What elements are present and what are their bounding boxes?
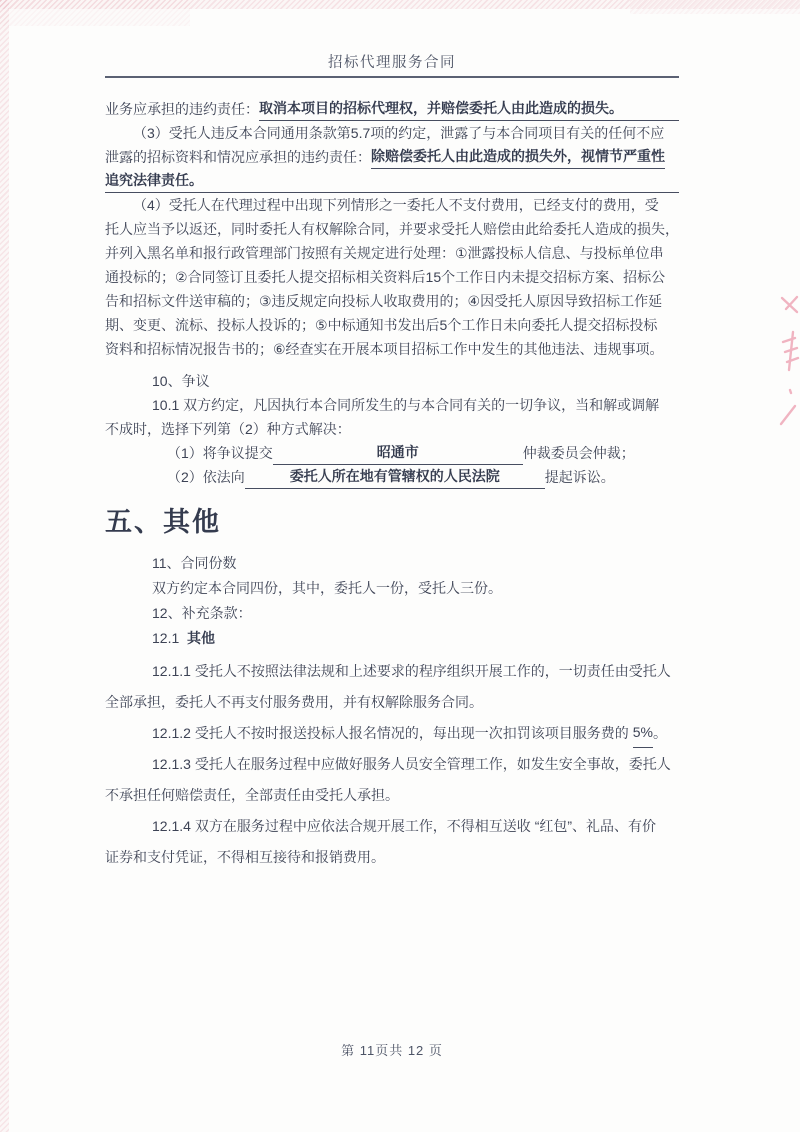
blank-underline [623,120,679,121]
breach-liability-clauses [105,97,679,361]
text-segment: 12.1.4 双方在服务过程中应依法合规开展工作，不得相互送收 “红包”、礼品、有价 [152,818,657,834]
text-segment: 托人应当予以返还，同时委托人有权解除合同，并要求受托人赔偿由此给委托人造成的损失， [105,221,679,237]
dispute-clause [105,369,679,489]
document-body [105,97,679,872]
text-line [105,217,679,241]
part-five-heading [105,503,679,541]
text-segment: （2）依法向 [167,469,245,485]
seal-fragment [778,292,800,432]
text-segment: （4）受托人在代理过程中出现下列情形之一委托人不支付费用，已经支付的费用，受 [133,197,659,213]
text-segment: （1）将争议提交 [167,445,273,461]
text-segment: （3）受托人违反本合同通用条款第5.7项的约定，泄露了与本合同项目有关的任何不应 [133,125,665,141]
scan-edge-top-right [630,0,800,14]
blank-underline [203,192,679,193]
text-segment: 12.1 [152,630,188,646]
text-segment: 通投标的；②合同签订且委托人提交招标相关资料后15个工作日内未提交招标方案、招标公 [105,269,666,285]
text-line [152,717,679,748]
text-segment: 11、合同份数 [152,555,237,571]
text-segment: 追究法律责任。 [105,169,203,193]
text-segment: 不成时，选择下列第（2）种方式解决： [105,421,351,437]
document-header [105,53,679,78]
text-segment: 仲裁委员会仲裁； [522,445,635,461]
text-segment: 业务应承担的违约责任： [105,101,259,117]
text-line [152,369,679,393]
text-segment: 证券和支付凭证，不得相互接待和报销费用。 [105,849,385,865]
text-line [152,655,679,686]
text-segment: 不承担任何赔偿责任，全部责任由受托人承担。 [105,787,399,803]
text-line [105,686,679,717]
text-segment: 12.1.1 受托人不按照法律法规和上述要求的程序组织开展工作的，一切责任由受托人 [152,663,671,679]
text-line [152,810,679,841]
text-line [105,265,679,289]
text-line [105,97,679,121]
text-line [152,550,679,575]
text-segment: 5% [633,717,653,748]
page-number: 第 11页共 12 页 [341,1043,443,1058]
text-line [105,313,679,337]
text-segment: 10、争议 [152,373,210,389]
text-segment: 其他 [187,630,216,646]
text-line [167,441,679,465]
text-line [152,393,679,417]
scan-edge-left [0,0,9,1132]
text-segment: 并列入黑名单和报行政管理部门按照有关规定进行处理：①泄露投标人信息、与投标单位串 [105,245,664,261]
text-segment: 10.1 双方约定，凡因执行本合同所发生的与本合同有关的一切争议，当和解或调解 [152,397,660,413]
text-line [152,625,679,650]
text-line [105,337,679,361]
text-segment: 12、补充条款： [152,605,252,621]
text-line [105,841,679,872]
page-content [105,53,679,872]
scan-edge-corner [0,0,190,26]
text-segment: 双方约定本合同四份，其中，委托人一份，受托人三份。 [152,580,502,596]
text-segment: 告和招标文件送审稿的；③违反规定向投标人收取费用的；④因受托人原因导致招标工作延 [105,293,663,309]
text-segment: 五、其他 [105,507,221,537]
text-line [105,417,679,441]
header-rule [105,76,679,78]
text-segment: 全部承担，委托人不再支付服务费用，并有权解除服务合同。 [105,694,483,710]
text-line [133,121,679,145]
text-segment: 泄露的招标资料和情况应承担的违约责任： [105,149,371,165]
text-line [105,241,679,265]
text-segment: 资料和招标情况报告书的；⑥经查实在开展本项目招标工作中发生的其他违法、违规事项。 [105,341,664,357]
text-line [133,193,679,217]
text-line [167,465,679,489]
text-segment: 。 [652,725,667,741]
text-line [152,600,679,625]
text-line [105,289,679,313]
text-segment: 昭通市 [273,441,523,465]
text-segment: 取消本项目的招标代理权，并赔偿委托人由此造成的损失。 [259,97,623,121]
text-segment: 12.1.3 受托人在服务过程中应做好服务人员安全管理工作，如发生安全事故，委托人 [152,756,671,772]
text-segment: 12.1.2 受托人不按时报送投标人报名情况的，每出现一次扣罚该项目服务费的 [152,725,633,741]
text-segment: 除赔偿委托人由此造成的损失外，视情节严重性 [371,145,665,169]
text-segment: 提起诉讼。 [544,469,615,485]
copies-and-supplement [105,550,679,650]
scan-edge-top [0,0,800,9]
text-line [105,169,679,193]
supplementary-terms [105,655,679,872]
text-line [105,503,679,541]
text-line [105,779,679,810]
text-segment: 期、变更、流标、投标人投诉的；⑤中标通知书发出后5个工作日未向委托人提交招标投标 [105,317,658,333]
text-line [152,748,679,779]
text-line [152,575,679,600]
document-title: 招标代理服务合同 [328,55,456,71]
text-segment: 委托人所在地有管辖权的人民法院 [245,465,545,489]
text-line [105,145,679,169]
